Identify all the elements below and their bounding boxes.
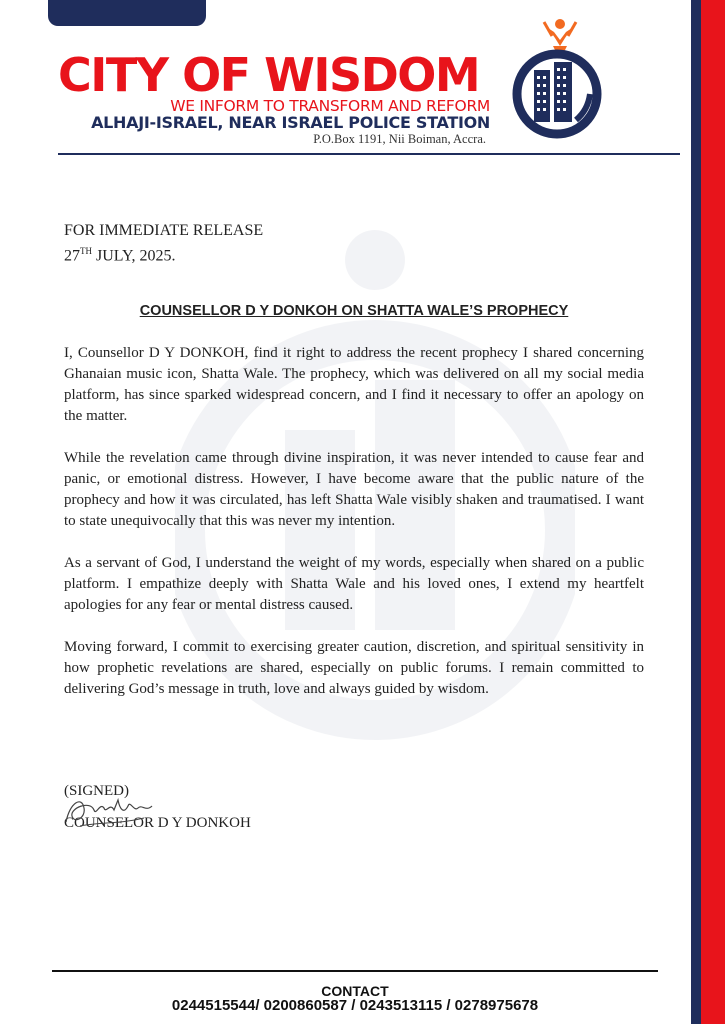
release-date: 27TH JULY, 2025.	[64, 246, 176, 265]
header-divider	[58, 153, 680, 155]
pobox-line: P.O.Box 1191, Nii Boiman, Accra.	[313, 132, 486, 146]
paragraph: While the revelation came through divine inspiration, it was never intended to cause fear and panic, or emotional distress. However, I have become aware that the public nature of the prophecy and how it was circulated, has left Shatta Wale visibly shaken and traumatised. I want to state unequivocally that this was never my intention.	[64, 450, 644, 529]
address-line: ALHAJI-ISRAEL, NEAR ISRAEL POLICE STATION	[91, 113, 490, 132]
contact-label: CONTACT	[321, 983, 389, 999]
footer-divider	[52, 970, 658, 972]
signatory-name: COUNSELOR D Y DONKOH	[64, 815, 251, 831]
side-stripe-red	[701, 0, 725, 1024]
side-stripe-navy	[691, 0, 701, 1024]
brand-tagline: WE INFORM TO TRANSFORM AND REFORM	[170, 97, 490, 115]
brand-name: CITY OF WISDOM	[58, 48, 480, 102]
signed-label: (SIGNED)	[64, 783, 129, 799]
release-label: FOR IMMEDIATE RELEASE	[64, 222, 264, 239]
paragraph: As a servant of God, I understand the weight of my words, especially when shared on a public platform. I empathize deeply with Shatta Wale and his loved ones, I extend my heartfelt apologies for any fear or mental distress caused.	[64, 555, 644, 613]
document-title: COUNSELLOR D Y DONKOH ON SHATTA WALE’S PROPHECY	[139, 303, 569, 319]
contact-phone-numbers: 0244515544/ 0200860587 / 0243513115 / 0278975678	[171, 997, 539, 1014]
paragraph: Moving forward, I commit to exercising greater caution, discretion, and spiritual sensitivity in how prophetic revelations are shared, especially on public forums. I remain committed to delivering God’s message in truth, love and always guided by wisdom.	[64, 639, 644, 697]
letterhead	[58, 48, 490, 147]
release-block	[64, 221, 263, 266]
paragraph: I, Counsellor D Y DONKOH, find it right to address the recent prophecy I shared concerning Ghanaian music icon, Shatta Wale. The prophecy, which was delivered on all my social media platform, has since sparked widespread concern, and I find it necessary to offer an apology on the matter.	[64, 345, 644, 424]
document-body	[64, 343, 644, 721]
top-navy-tab	[48, 0, 206, 26]
handwritten-signature	[60, 788, 160, 832]
city-of-wisdom-logo-icon	[510, 16, 604, 144]
